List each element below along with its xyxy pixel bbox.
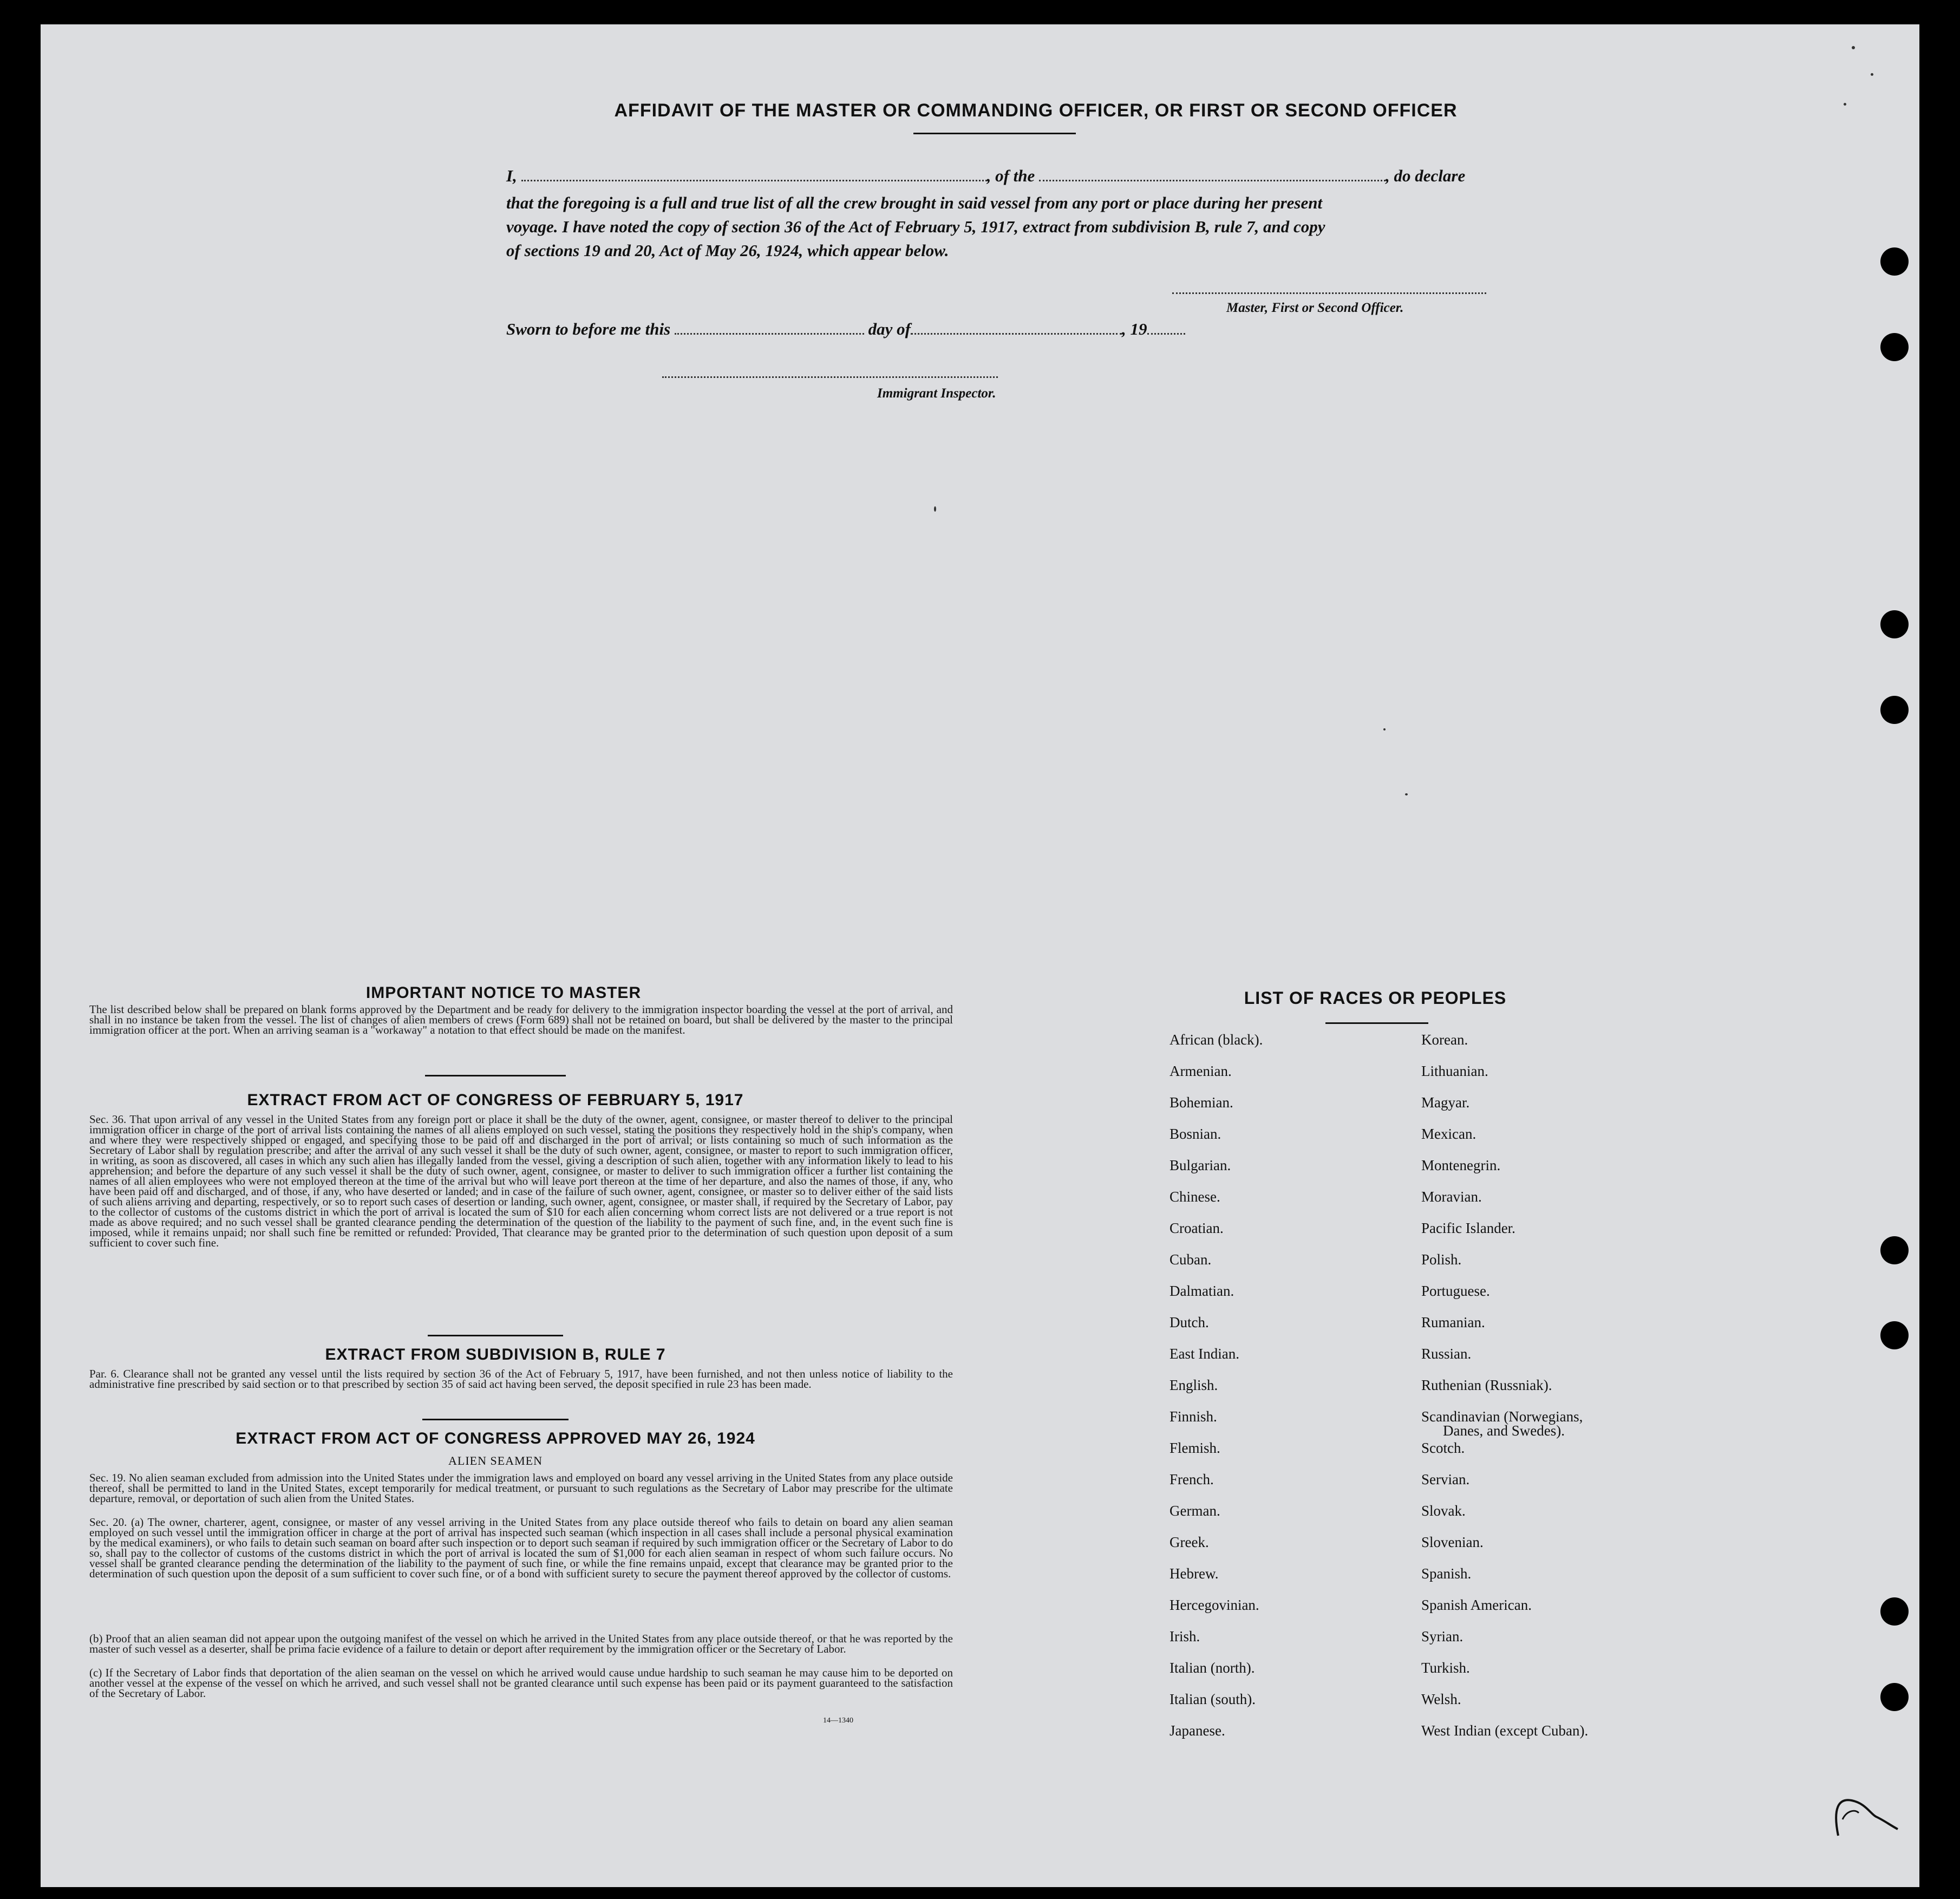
form-number: 14—1340 [823, 1717, 853, 1725]
scan-speck [1852, 46, 1855, 49]
race-item: Slovenian. [1421, 1534, 1484, 1550]
race-item: Italian (south). [1170, 1691, 1256, 1707]
declarant-name-field[interactable] [521, 180, 987, 181]
affidavit-line-4: of sections 19 and 20, Act of May 26, 1924, which appear below. [506, 241, 949, 260]
scan-speck [1844, 103, 1846, 106]
race-item: Turkish. [1421, 1660, 1470, 1676]
race-item: Spanish American. [1421, 1597, 1532, 1613]
sworn-month-field[interactable] [911, 333, 1122, 335]
race-item: Spanish. [1421, 1565, 1472, 1582]
notice-title: IMPORTANT NOTICE TO MASTER [365, 984, 642, 1002]
inspector-signature-caption: Immigrant Inspector. [877, 386, 996, 401]
inspector-signature-line[interactable] [662, 376, 998, 378]
races-divider [1325, 1022, 1428, 1024]
document-page [41, 24, 1919, 1887]
section-20b-text: (b) Proof that an alien seaman did not appear upon the outgoing manifest of the vessel on which he arrived in the United States from any place outside thereof, or that he was reported by the master of such vessel as a deserter, shall be prima facie evidence of a failure to detain or deport after requirement by the immigration officer or the Secretary of Labor. [89, 1632, 953, 1655]
sworn-year-field[interactable] [1147, 333, 1185, 335]
affidavit-line-3: voyage. I have noted the copy of section 36 of the Act of February 5, 1917, extract from subdivision B, rule 7, and copy [506, 217, 1325, 236]
declare-label: , do declare [1386, 166, 1466, 185]
race-item: Flemish. [1170, 1440, 1220, 1456]
race-item: Finnish. [1170, 1408, 1217, 1425]
races-list [1170, 1032, 1711, 1790]
scan-speck [934, 506, 936, 512]
vessel-name-field[interactable] [1039, 180, 1386, 181]
race-item: Lithuanian. [1421, 1063, 1488, 1079]
race-item: Magyar. [1421, 1094, 1470, 1111]
binder-hole [1880, 696, 1909, 724]
race-item: Danes, and Swedes). [1443, 1422, 1565, 1439]
race-item: Mexican. [1421, 1126, 1476, 1142]
race-item: Syrian. [1421, 1628, 1464, 1645]
race-item: Bulgarian. [1170, 1157, 1231, 1173]
race-item: Scotch. [1421, 1440, 1465, 1456]
binder-hole [1880, 333, 1909, 361]
race-item: English. [1170, 1377, 1218, 1393]
race-item: Irish. [1170, 1628, 1200, 1645]
sworn-label: Sworn to before me this [506, 319, 671, 338]
race-item: Armenian. [1170, 1063, 1232, 1079]
extract-1917-text: Sec. 36. That upon arrival of any vessel in the United States from any foreign port or place it shall be the duty of the owner, agent, consignee, or master thereof to deliver to the principal immigration officer in charge of the port of arrival lists containing the names of all aliens employed on such vessel, stating the positions they respectively hold in the ship's company, when and where they were respectively shipped or engaged, and specifying those to be paid off and discharged in the port of arrival; or lists containing so much of such information as the Secretary of Labor shall by regulation prescribe; and after the arrival of any such vessel it shall be the duty of such owner, agent, consignee, or master to report to such immigration officer, in writing, as soon as discovered, all cases in which any such alien has illegally landed from the vessel, giving a description of such alien, together with any information likely to lead to his apprehension; and before the departure of any such vessel it shall be the duty of such owner, agent, consignee, or master to deliver to such immigration officer a further list containing the names of all alien employees who were not employed thereon at the time of the arrival but who will leave port thereon at the time of her departure, and also the names of those, if any, who have been paid off and discharged, and of those, if any, who have deserted or landed; and in case of the failure of such owner, agent, consignee, or master so to deliver either of the said lists of such aliens arriving and departing, respectively, or so to report such cases of desertion or landing, such owner, agent, consignee, or master shall, if required by the Secretary of Labor, pay to the collector of customs of the customs district in which the port of arrival is located the sum of $10 for each alien concerning whom correct lists are not delivered or a true report is not made as above required; and no such vessel shall be granted clearance pending the determination of the question of the liability to the payment of such fine, and, in the event such fine is imposed, while it remains unpaid; nor shall such fine be remitted or refunded: Provided, That clearance may be granted prior to the determination of such question upon deposit of a sum sufficient to cover such fine. [89, 1113, 953, 1249]
affidavit-title: AFFIDAVIT OF THE MASTER OR COMMANDING OFFICER, OR FIRST OR SECOND OFFICER [614, 100, 1458, 121]
binder-hole [1880, 610, 1909, 638]
race-item: Rumanian. [1421, 1314, 1485, 1330]
handwritten-mark [1827, 1787, 1903, 1846]
race-item: Dalmatian. [1170, 1283, 1234, 1299]
rule-7-divider [422, 1419, 569, 1420]
title-divider [913, 133, 1076, 134]
year-label: , 19 [1122, 319, 1147, 338]
race-item: Ruthenian (Russniak). [1421, 1377, 1552, 1393]
race-item: Pacific Islander. [1421, 1220, 1515, 1236]
of-the-label: , of the [986, 166, 1035, 185]
rule-7-title: EXTRACT FROM SUBDIVISION B, RULE 7 [325, 1346, 666, 1363]
race-item: Bosnian. [1170, 1126, 1221, 1142]
scan-speck [1871, 73, 1873, 76]
sworn-line [506, 319, 1185, 339]
binder-hole [1880, 1683, 1909, 1711]
binder-hole [1880, 247, 1909, 276]
race-item: Montenegrin. [1421, 1157, 1501, 1173]
notice-text: The list described below shall be prepared on blank forms approved by the Department and be ready for delivery to the immigration inspector boarding the vessel at the port of arrival, and shall in no instance be taken from the vessel. The list of changes of alien members of crews (Form 689) shall not be retained on board, but shall be delivered by the master to the principal immigration officer at the port. When an arriving seaman is a "workaway" a notation to that effect should be made on the manifest. [89, 1003, 953, 1036]
race-item: Japanese. [1170, 1722, 1225, 1739]
scan-speck [1383, 728, 1386, 730]
race-item: Servian. [1421, 1471, 1470, 1487]
binder-hole [1880, 1321, 1909, 1349]
sworn-day-field[interactable] [675, 333, 864, 335]
declarant-label: I, [506, 166, 517, 185]
extract-1917-title: EXTRACT FROM ACT OF CONGRESS OF FEBRUARY 5, 1917 [247, 1091, 744, 1109]
race-item: Italian (north). [1170, 1660, 1255, 1676]
race-item: Greek. [1170, 1534, 1209, 1550]
binder-hole [1880, 1597, 1909, 1626]
race-item: Polish. [1421, 1251, 1462, 1268]
race-item: Portuguese. [1421, 1283, 1490, 1299]
section-20c-text: (c) If the Secretary of Labor finds that deportation of the alien seaman on the vessel on which he arrived would cause undue hardship to such seaman he may cause him to be deported on another vessel at the expense of the vessel on which he arrived, and such vessel shall not be granted clearance until such expense has been paid or its payment guaranteed to the satisfaction of the Secretary of Labor. [89, 1666, 953, 1700]
extract-1924-title: EXTRACT FROM ACT OF CONGRESS APPROVED MAY 26, 1924 [236, 1430, 755, 1447]
races-title: LIST OF RACES OR PEOPLES [1244, 988, 1507, 1008]
race-item: French. [1170, 1471, 1214, 1487]
race-item: African (black). [1170, 1032, 1263, 1048]
race-item: German. [1170, 1503, 1220, 1519]
race-item: Russian. [1421, 1346, 1472, 1362]
notice-divider [425, 1075, 566, 1076]
master-signature-line[interactable] [1172, 292, 1486, 294]
scan-speck [1405, 793, 1408, 795]
alien-seamen-subtitle: ALIEN SEAMEN [448, 1454, 543, 1467]
race-item: East Indian. [1170, 1346, 1239, 1362]
race-item: Scandinavian (Norwegians, [1421, 1408, 1583, 1425]
master-signature-caption: Master, First or Second Officer. [1226, 301, 1404, 315]
race-item: Welsh. [1421, 1691, 1461, 1707]
race-item: Dutch. [1170, 1314, 1209, 1330]
section-19-text: Sec. 19. No alien seaman excluded from admission into the United States under the immigration laws and employed on board any vessel arriving in the United States from any place outside thereof, shall be permitted to land in the United States, except temporarily for medical treatment, or pursuant to such regulations as the Secretary of Labor may prescribe for the ultimate departure, removal, or deportation of such alien from the United States. [89, 1471, 953, 1505]
race-item: Moravian. [1421, 1189, 1482, 1205]
binder-hole [1880, 1236, 1909, 1264]
extract-1917-divider [428, 1335, 563, 1336]
day-of-label: day of [868, 319, 911, 338]
race-item: Slovak. [1421, 1503, 1466, 1519]
race-item: Chinese. [1170, 1189, 1220, 1205]
race-item: West Indian (except Cuban). [1421, 1722, 1589, 1739]
race-item: Croatian. [1170, 1220, 1224, 1236]
affidavit-line-1 [506, 166, 1567, 186]
race-item: Hercegovinian. [1170, 1597, 1259, 1613]
rule-7-text: Par. 6. Clearance shall not be granted any vessel until the lists required by section 36 of the Act of February 5, 1917, have been furnished, and not then unless notice of liability to the administrative fine prescribed by said section or to that prescribed by section 35 of said act having been served, the deposit specified in rule 23 has been made. [89, 1367, 953, 1391]
race-item: Hebrew. [1170, 1565, 1219, 1582]
race-item: Cuban. [1170, 1251, 1212, 1268]
race-item: Bohemian. [1170, 1094, 1233, 1111]
section-20a-text: Sec. 20. (a) The owner, charterer, agent, consignee, or master of any vessel arriving in the United States from any place outside thereof who fails to detain on board any alien seaman employed on such vessel until the immigration officer in charge at the port of arrival has inspected such seaman (which inspection in all cases shall include a personal physical examination by the medical examiners), or who fails to detain such seaman on board after such inspection or to deport such seaman if required by such immigration officer or the Secretary of Labor to do so, shall pay to the collector of customs of the customs district in which the port of arrival is located the sum of $1,000 for each alien seaman in respect of whom such failure occurs. No vessel shall be granted clearance pending the determination of the liability to the payment of such fine, or while the fine remains unpaid, except that clearance may be granted prior to the determination of such question upon the deposit of a sum sufficient to cover such fine, or of a bond with sufficient surety to secure the payment thereof approved by the collector of customs. [89, 1516, 953, 1580]
race-item: Korean. [1421, 1032, 1468, 1048]
affidavit-line-2: that the foregoing is a full and true list of all the crew brought in said vessel from any port or place during her present [506, 193, 1323, 212]
